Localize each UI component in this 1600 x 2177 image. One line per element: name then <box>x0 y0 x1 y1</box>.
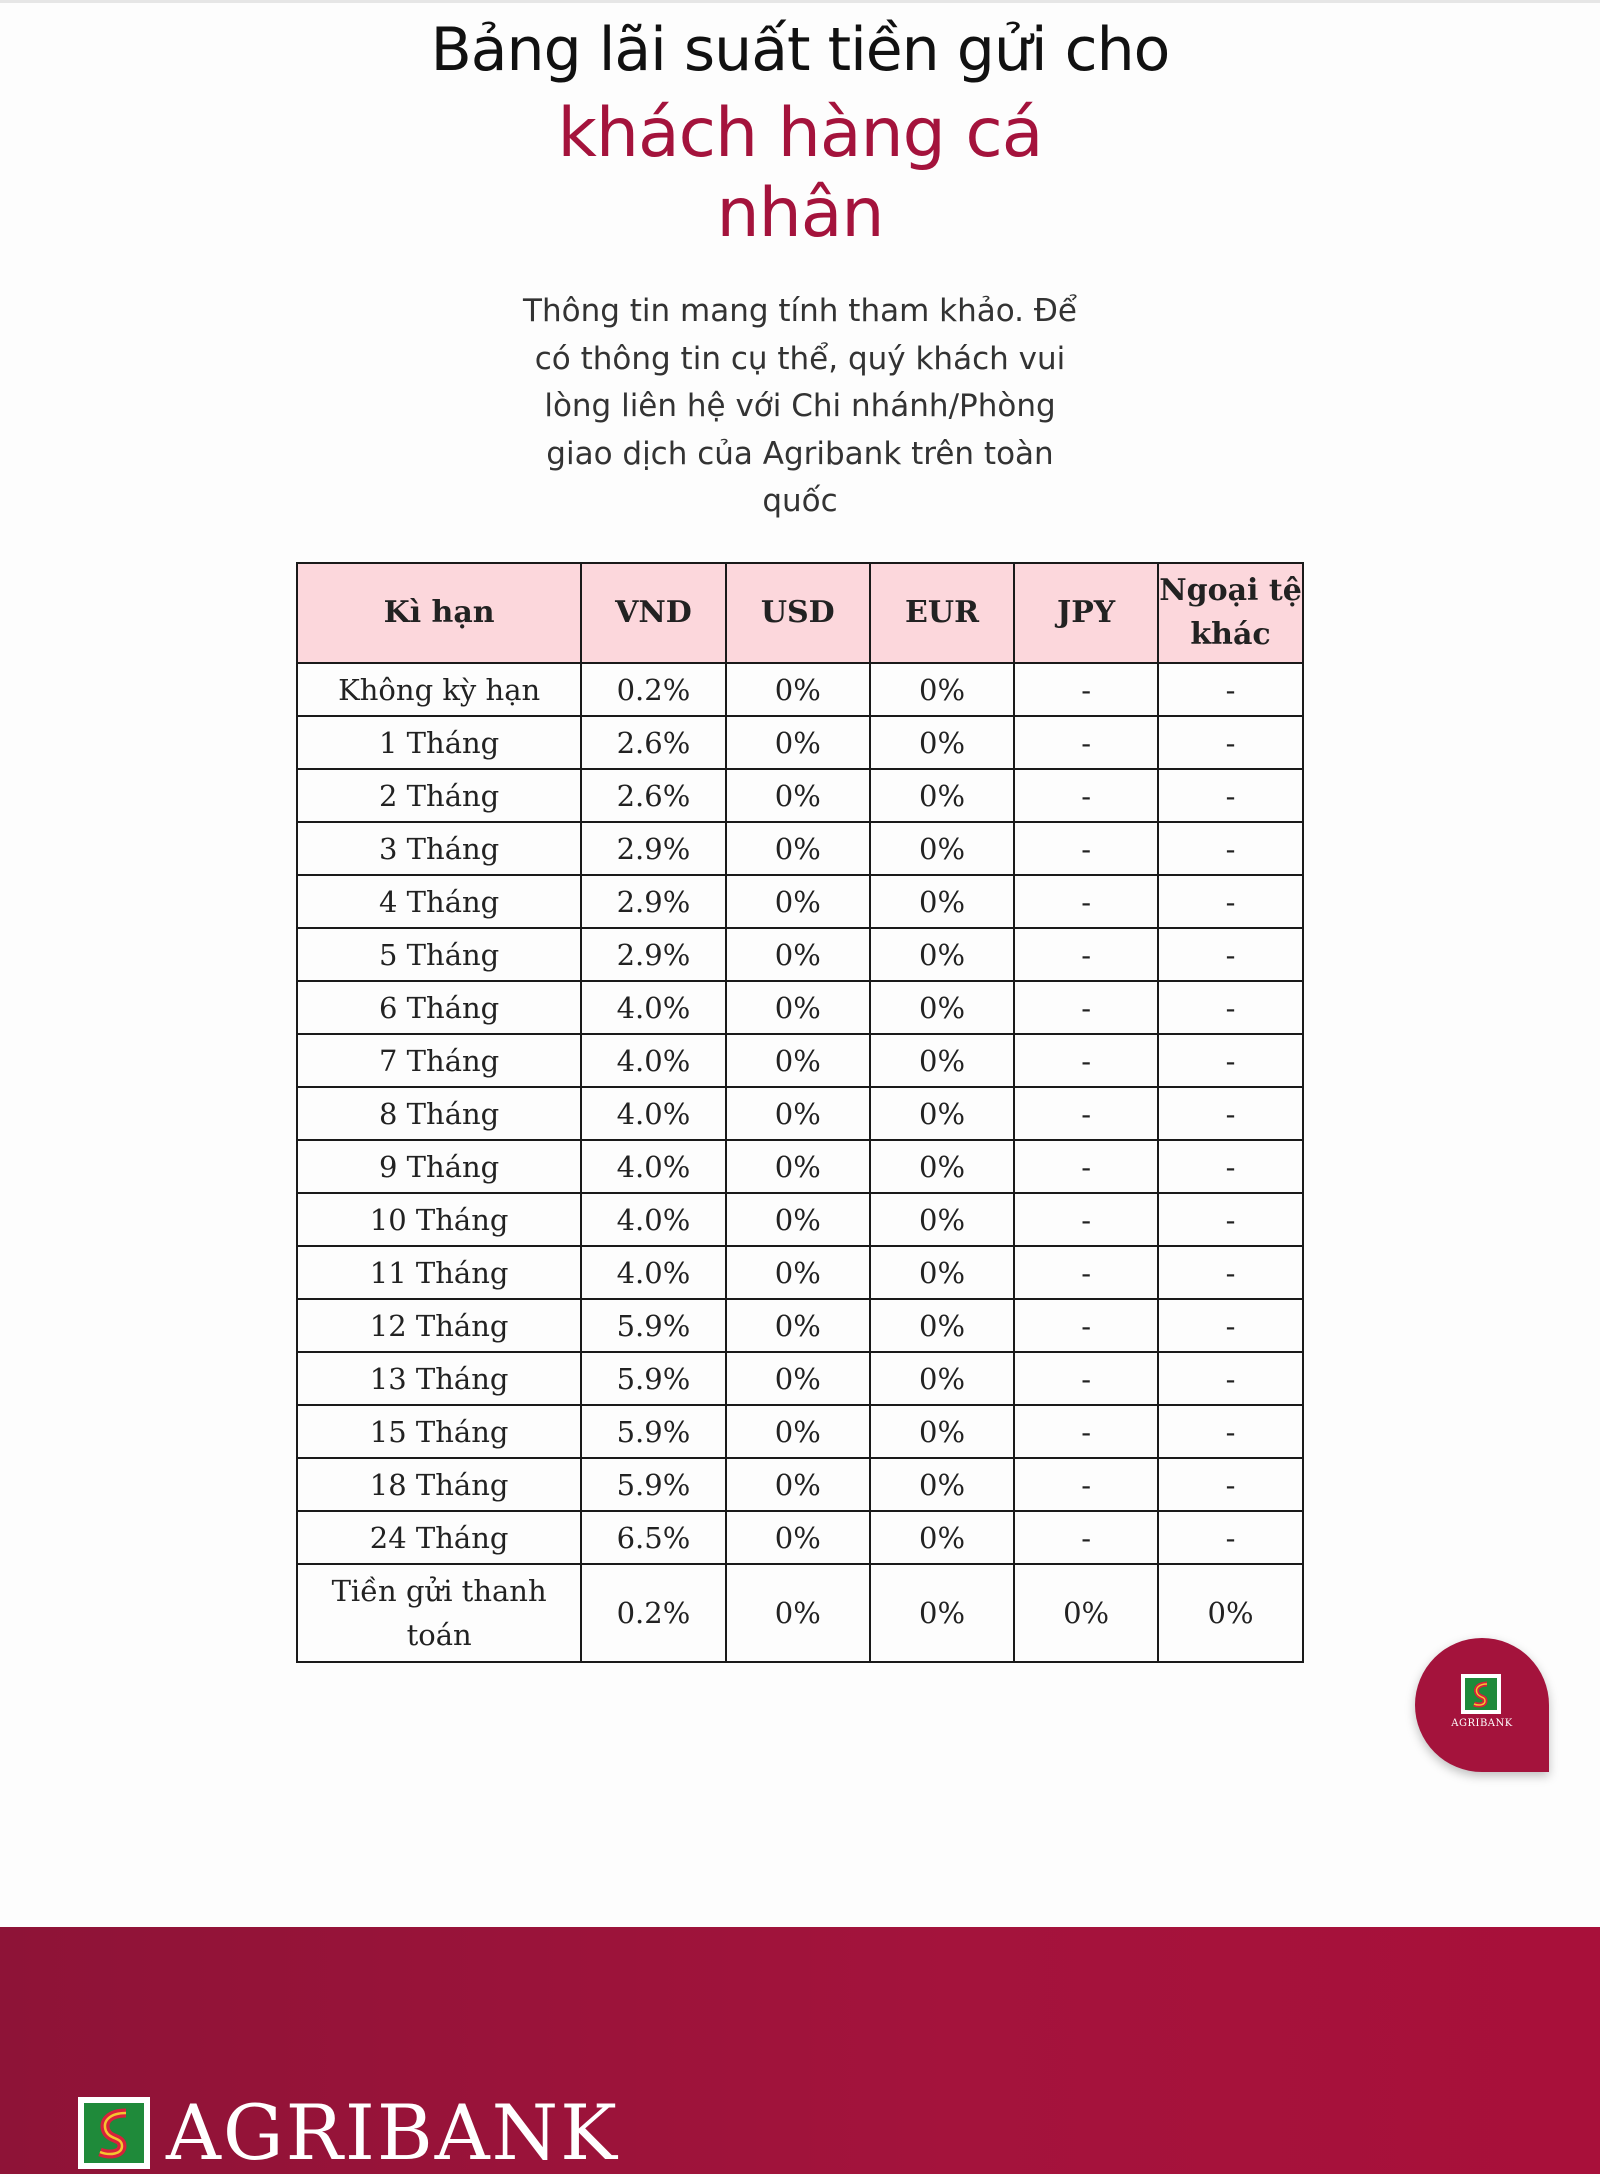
agribank-logo-icon <box>78 2097 150 2169</box>
table-row <box>297 1299 1303 1352</box>
cell-jpy: - <box>1014 875 1158 928</box>
cell-usd: 0% <box>726 1511 870 1564</box>
header-usd: USD <box>726 563 870 663</box>
cell-eur: 0% <box>870 1405 1014 1458</box>
cell-jpy: - <box>1014 1352 1158 1405</box>
cell-usd: 0% <box>726 875 870 928</box>
table-row <box>297 716 1303 769</box>
cell-other: - <box>1158 1405 1303 1458</box>
cell-vnd: 2.6% <box>581 769 725 822</box>
cell-vnd: 0.2% <box>581 1564 725 1662</box>
cell-eur: 0% <box>870 928 1014 981</box>
cell-jpy: - <box>1014 1034 1158 1087</box>
cell-other: - <box>1158 1140 1303 1193</box>
table-row <box>297 769 1303 822</box>
cell-term: 11 Tháng <box>297 1246 581 1299</box>
header-other-currency <box>1158 563 1303 663</box>
table-row <box>297 1405 1303 1458</box>
cell-jpy: - <box>1014 928 1158 981</box>
cell-eur: 0% <box>870 981 1014 1034</box>
cell-other: - <box>1158 1246 1303 1299</box>
table-row-payment-deposit <box>297 1564 1303 1662</box>
page-title-line1: Bảng lãi suất tiền gửi cho <box>430 15 1170 85</box>
cell-eur: 0% <box>870 1087 1014 1140</box>
cell-jpy: - <box>1014 981 1158 1034</box>
cell-eur: 0% <box>870 875 1014 928</box>
cell-term: Không kỳ hạn <box>297 663 581 716</box>
cell-eur: 0% <box>870 822 1014 875</box>
disclaimer-line: Thông tin mang tính tham khảo. Để <box>523 293 1077 329</box>
cell-eur: 0% <box>870 1458 1014 1511</box>
cell-jpy: - <box>1014 1405 1158 1458</box>
cell-other: - <box>1158 716 1303 769</box>
cell-jpy: - <box>1014 716 1158 769</box>
cell-jpy: - <box>1014 663 1158 716</box>
cell-other: - <box>1158 1299 1303 1352</box>
cell-other: - <box>1158 1087 1303 1140</box>
cell-term: 13 Tháng <box>297 1352 581 1405</box>
header-vnd: VND <box>581 563 725 663</box>
cell-usd: 0% <box>726 769 870 822</box>
cell-term: 6 Tháng <box>297 981 581 1034</box>
table-body <box>297 663 1303 1662</box>
table-row <box>297 822 1303 875</box>
table-row <box>297 1034 1303 1087</box>
cell-term: 18 Tháng <box>297 1458 581 1511</box>
cell-usd: 0% <box>726 981 870 1034</box>
disclaimer-line: giao dịch của Agribank trên toàn <box>546 435 1054 472</box>
table-row <box>297 1246 1303 1299</box>
cell-other: 0% <box>1158 1564 1303 1662</box>
cell-jpy: - <box>1014 1087 1158 1140</box>
cell-term: 15 Tháng <box>297 1405 581 1458</box>
table-header-row <box>297 563 1303 663</box>
cell-term: 4 Tháng <box>297 875 581 928</box>
cell-vnd: 5.9% <box>581 1405 725 1458</box>
cell-term: 24 Tháng <box>297 1511 581 1564</box>
cell-term: 2 Tháng <box>297 769 581 822</box>
header-jpy: JPY <box>1014 563 1158 663</box>
cell-vnd: 2.9% <box>581 928 725 981</box>
cell-usd: 0% <box>726 1299 870 1352</box>
cell-eur: 0% <box>870 769 1014 822</box>
page-title <box>0 10 1600 254</box>
cell-vnd: 4.0% <box>581 1193 725 1246</box>
cell-term: 7 Tháng <box>297 1034 581 1087</box>
cell-other: - <box>1158 1193 1303 1246</box>
footer-brand-name: AGRIBANK <box>166 2088 619 2177</box>
table-row <box>297 875 1303 928</box>
cell-other: - <box>1158 875 1303 928</box>
top-divider <box>0 0 1600 3</box>
cell-jpy: - <box>1014 1246 1158 1299</box>
cell-eur: 0% <box>870 1193 1014 1246</box>
cell-vnd: 6.5% <box>581 1511 725 1564</box>
cell-other: - <box>1158 1458 1303 1511</box>
table-row <box>297 1511 1303 1564</box>
cell-eur: 0% <box>870 1352 1014 1405</box>
cell-usd: 0% <box>726 1458 870 1511</box>
cell-vnd: 4.0% <box>581 981 725 1034</box>
cell-term: 8 Tháng <box>297 1087 581 1140</box>
cell-eur: 0% <box>870 1299 1014 1352</box>
cell-eur: 0% <box>870 1511 1014 1564</box>
fab-label: AGRIBANK <box>1451 1718 1513 1729</box>
cell-vnd: 0.2% <box>581 663 725 716</box>
header-eur: EUR <box>870 563 1014 663</box>
cell-eur: 0% <box>870 1246 1014 1299</box>
agribank-logo-icon <box>1461 1674 1501 1714</box>
cell-eur: 0% <box>870 1140 1014 1193</box>
cell-term: 9 Tháng <box>297 1140 581 1193</box>
cell-other: - <box>1158 1511 1303 1564</box>
disclaimer-line: có thông tin cụ thể, quý khách vui <box>534 340 1066 377</box>
cell-vnd: 5.9% <box>581 1458 725 1511</box>
interest-rate-table <box>296 562 1304 1663</box>
cell-usd: 0% <box>726 716 870 769</box>
cell-usd: 0% <box>726 928 870 981</box>
cell-other: - <box>1158 928 1303 981</box>
header-term: Kì hạn <box>297 563 581 663</box>
cell-other: - <box>1158 769 1303 822</box>
agribank-floating-button[interactable] <box>1415 1638 1549 1772</box>
cell-term-line1: Tiền gửi thanh <box>331 1574 547 1608</box>
cell-term <box>297 1564 581 1662</box>
cell-jpy: - <box>1014 1140 1158 1193</box>
cell-usd: 0% <box>726 1352 870 1405</box>
cell-usd: 0% <box>726 822 870 875</box>
cell-other: - <box>1158 822 1303 875</box>
header-other-line2: khác <box>1190 617 1271 652</box>
cell-usd: 0% <box>726 1246 870 1299</box>
cell-vnd: 4.0% <box>581 1034 725 1087</box>
cell-term: 5 Tháng <box>297 928 581 981</box>
cell-usd: 0% <box>726 1564 870 1662</box>
cell-term: 3 Tháng <box>297 822 581 875</box>
table-row <box>297 1458 1303 1511</box>
cell-eur: 0% <box>870 663 1014 716</box>
cell-usd: 0% <box>726 1193 870 1246</box>
cell-jpy: - <box>1014 1299 1158 1352</box>
table-row <box>297 928 1303 981</box>
cell-vnd: 5.9% <box>581 1299 725 1352</box>
cell-vnd: 2.9% <box>581 875 725 928</box>
page-title-highlight-line1: khách hàng cá <box>557 94 1043 173</box>
footer <box>0 1927 1600 2177</box>
cell-usd: 0% <box>726 663 870 716</box>
cell-vnd: 2.6% <box>581 716 725 769</box>
page-title-highlight-line2: nhân <box>716 174 884 253</box>
cell-other: - <box>1158 663 1303 716</box>
cell-jpy: - <box>1014 822 1158 875</box>
cell-vnd: 4.0% <box>581 1140 725 1193</box>
cell-usd: 0% <box>726 1034 870 1087</box>
cell-vnd: 5.9% <box>581 1352 725 1405</box>
cell-usd: 0% <box>726 1405 870 1458</box>
cell-eur: 0% <box>870 716 1014 769</box>
cell-eur: 0% <box>870 1564 1014 1662</box>
cell-eur: 0% <box>870 1034 1014 1087</box>
cell-term: 10 Tháng <box>297 1193 581 1246</box>
cell-other: - <box>1158 1352 1303 1405</box>
disclaimer-line: quốc <box>762 483 838 519</box>
cell-other: - <box>1158 981 1303 1034</box>
header-other-line1: Ngoại tệ <box>1159 573 1302 608</box>
cell-vnd: 4.0% <box>581 1246 725 1299</box>
cell-jpy: - <box>1014 1511 1158 1564</box>
cell-term: 12 Tháng <box>297 1299 581 1352</box>
table-row <box>297 1352 1303 1405</box>
table-row <box>297 1193 1303 1246</box>
cell-vnd: 2.9% <box>581 822 725 875</box>
cell-term: 1 Tháng <box>297 716 581 769</box>
cell-usd: 0% <box>726 1140 870 1193</box>
cell-vnd: 4.0% <box>581 1087 725 1140</box>
table-row <box>297 1087 1303 1140</box>
cell-jpy: 0% <box>1014 1564 1158 1662</box>
table-row <box>297 663 1303 716</box>
disclaimer-line: lòng liên hệ với Chi nhánh/Phòng <box>544 388 1056 424</box>
cell-other: - <box>1158 1034 1303 1087</box>
cell-term-line2: toán <box>406 1618 472 1652</box>
cell-jpy: - <box>1014 769 1158 822</box>
cell-usd: 0% <box>726 1087 870 1140</box>
table-row <box>297 1140 1303 1193</box>
cell-jpy: - <box>1014 1193 1158 1246</box>
cell-jpy: - <box>1014 1458 1158 1511</box>
disclaimer-text <box>500 288 1100 526</box>
table-row <box>297 981 1303 1034</box>
